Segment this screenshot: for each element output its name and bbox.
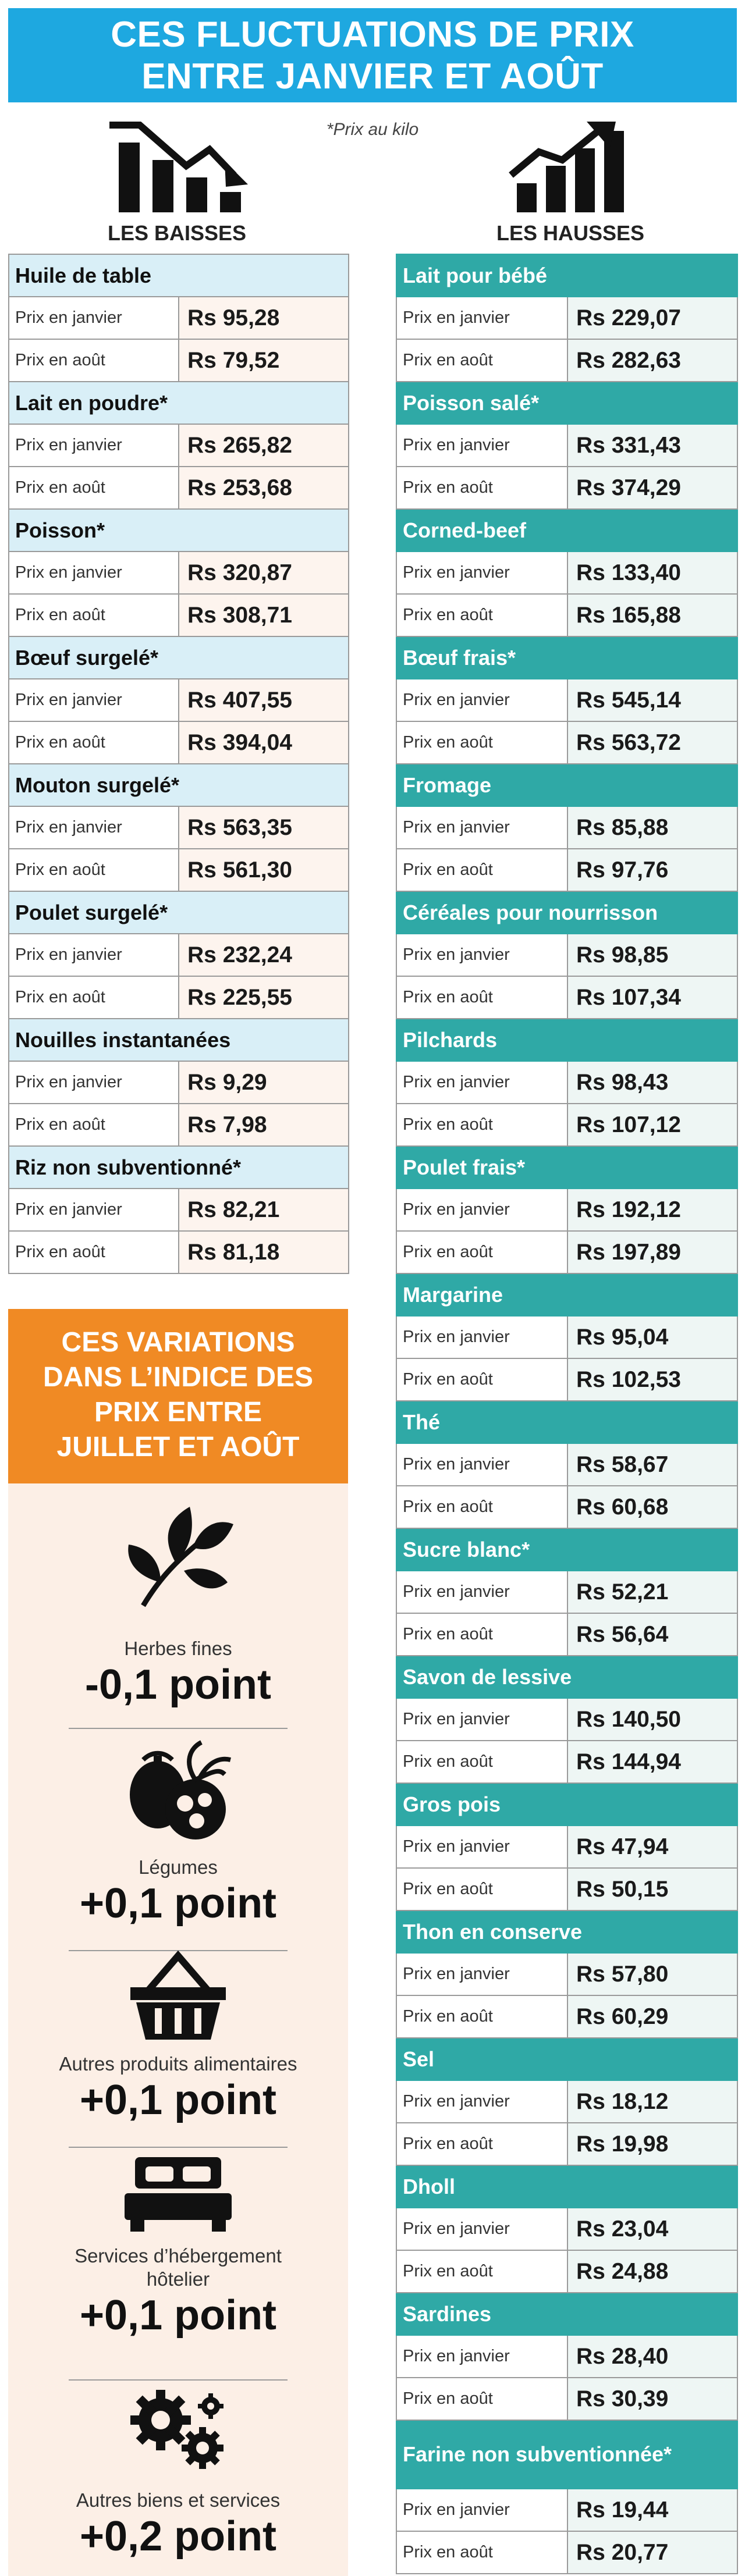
price-value: Rs 197,89 [567,1231,737,1273]
index-item-autres-produits [8,1949,348,2125]
price-label: Prix en août [396,2378,567,2420]
hausse-product-row [396,254,737,297]
price-label: Prix en janvier [396,1953,567,1995]
index-change: +0,1 point [79,1880,277,1927]
price-row-jan [396,2335,737,2378]
price-row-jan [9,424,349,467]
baisse-product-row [9,1146,349,1189]
hausse-product-row [396,1910,737,1953]
baisse-product-row [9,509,349,552]
price-row-aug [396,1741,737,1783]
price-value: Rs 9,29 [179,1061,349,1104]
price-label: Prix en août [396,2123,567,2165]
hausse-product-row [396,891,737,934]
product-name: Céréales pour nourrisson [396,891,737,934]
price-value: Rs 107,34 [567,976,737,1019]
product-name: Mouton surgelé* [9,764,349,806]
price-value: Rs 60,68 [567,1486,737,1528]
price-label: Prix en août [396,1231,567,1273]
price-value: Rs 229,07 [567,297,737,339]
hausse-product-row [396,1273,737,1316]
product-name: Pilchards [396,1019,737,1061]
product-name: Nouilles instantanées [9,1019,349,1061]
price-value: Rs 19,44 [567,2489,737,2531]
product-name: Poisson salé* [396,382,737,424]
price-row-aug [396,1613,737,1656]
chart-up-icon [505,119,627,215]
price-value: Rs 165,88 [567,594,737,636]
price-row-aug [396,1358,737,1401]
price-value: Rs 320,87 [179,552,349,594]
price-value: Rs 60,29 [567,1995,737,2038]
price-label: Prix en août [396,2531,567,2574]
baisses-title: LES BAISSES [107,221,247,245]
price-row-aug [396,849,737,891]
hausse-product-row [396,2293,737,2335]
price-value: Rs 561,30 [179,849,349,891]
index-item-herbes [8,1501,348,1709]
price-row-aug [9,849,349,891]
price-label: Prix en janvier [9,1189,179,1231]
price-label: Prix en janvier [9,806,179,849]
product-name: Fromage [396,764,737,806]
price-row-aug [396,1995,737,2038]
title-line-1: CES FLUCTUATIONS DE PRIX [111,15,634,55]
price-row-jan [396,1443,737,1486]
baisse-product-row [9,891,349,934]
price-value: Rs 563,35 [179,806,349,849]
price-label: Prix en janvier [396,424,567,467]
price-label: Prix en janvier [396,2208,567,2250]
price-value: Rs 232,24 [179,934,349,976]
baisse-product-row [9,1019,349,1061]
baisse-product-row [9,254,349,297]
price-value: Rs 85,88 [567,806,737,849]
index-item-legumes [8,1739,348,1928]
price-label: Prix en août [9,467,179,509]
price-label: Prix en janvier [396,1443,567,1486]
price-value: Rs 140,50 [567,1698,737,1741]
price-row-jan [9,679,349,721]
price-label: Prix en janvier [396,1189,567,1231]
price-value: Rs 407,55 [179,679,349,721]
price-row-jan [9,1061,349,1104]
baisse-product-row [9,764,349,806]
price-row-aug [396,1486,737,1528]
price-label: Prix en août [9,339,179,382]
price-row-jan [396,934,737,976]
price-label: Prix en janvier [396,1571,567,1613]
price-value: Rs 82,21 [179,1189,349,1231]
index-change: +0,2 point [79,2513,277,2560]
index-panel [8,1309,348,2576]
price-value: Rs 23,04 [567,2208,737,2250]
price-value: Rs 52,21 [567,1571,737,1613]
price-row-jan [396,1189,737,1231]
price-label: Prix en août [9,976,179,1019]
price-value: Rs 308,71 [179,594,349,636]
price-value: Rs 58,67 [567,1443,737,1486]
price-value: Rs 98,85 [567,934,737,976]
hausse-product-row [396,2420,737,2489]
product-name: Poulet surgelé* [9,891,349,934]
product-name: Poulet frais* [396,1146,737,1189]
price-value: Rs 56,64 [567,1613,737,1656]
price-label: Prix en janvier [396,1061,567,1104]
price-value: Rs 374,29 [567,467,737,509]
index-category-line2: hôtelier [146,2268,210,2290]
price-row-aug [9,467,349,509]
price-label: Prix en août [9,1104,179,1146]
price-row-jan [396,1953,737,1995]
price-value: Rs 394,04 [179,721,349,764]
chart-down-icon [105,119,250,215]
price-row-jan [9,806,349,849]
price-label: Prix en janvier [9,679,179,721]
price-label: Prix en janvier [396,806,567,849]
price-value: Rs 95,28 [179,297,349,339]
price-label: Prix en août [396,976,567,1019]
product-name: Farine non subventionnée* [396,2420,737,2489]
price-label: Prix en août [396,849,567,891]
product-name: Thé [396,1401,737,1443]
basket-icon [126,1949,230,2042]
product-name: Poisson* [9,509,349,552]
price-row-aug [396,1231,737,1273]
price-row-jan [9,552,349,594]
title-banner [8,8,737,102]
price-value: Rs 79,52 [179,339,349,382]
price-row-jan [396,1571,737,1613]
hausses-title: LES HAUSSES [496,221,645,245]
price-value: Rs 95,04 [567,1316,737,1358]
product-name: Lait en poudre* [9,382,349,424]
price-label: Prix en août [396,1358,567,1401]
price-value: Rs 81,18 [179,1231,349,1273]
price-label: Prix en août [9,849,179,891]
price-row-aug [9,1104,349,1146]
product-name: Sardines [396,2293,737,2335]
product-name: Corned-beef [396,509,737,552]
price-label: Prix en août [396,1613,567,1656]
hausse-product-row [396,1783,737,1826]
price-label: Prix en août [9,1231,179,1273]
price-row-jan [396,1316,737,1358]
product-name: Bœuf surgelé* [9,636,349,679]
price-value: Rs 57,80 [567,1953,737,1995]
product-name: Riz non subventionné* [9,1146,349,1189]
price-label: Prix en août [396,1868,567,1910]
hausse-product-row [396,2038,737,2080]
price-label: Prix en janvier [9,934,179,976]
price-row-jan [396,297,737,339]
price-row-jan [9,297,349,339]
hausse-product-row [396,1528,737,1571]
price-value: Rs 282,63 [567,339,737,382]
title-line-2: ENTRE JANVIER ET AOÛT [141,56,604,97]
index-category: Autres biens et services [76,2489,281,2511]
price-value: Rs 133,40 [567,552,737,594]
price-label: Prix en août [396,2250,567,2293]
price-label: Prix en août [396,339,567,382]
price-value: Rs 144,94 [567,1741,737,1783]
price-value: Rs 24,88 [567,2250,737,2293]
price-row-jan [396,2080,737,2123]
price-label: Prix en août [396,1104,567,1146]
price-value: Rs 192,12 [567,1189,737,1231]
price-value: Rs 18,12 [567,2080,737,2123]
price-row-jan [396,806,737,849]
hausse-product-row [396,764,737,806]
price-label: Prix en août [396,1486,567,1528]
price-row-jan [396,679,737,721]
product-name: Dholl [396,2165,737,2208]
price-row-jan [396,2208,737,2250]
price-row-aug [396,594,737,636]
leaf-icon [120,1501,236,1611]
product-name: Lait pour bébé [396,254,737,297]
price-label: Prix en août [396,594,567,636]
index-change: +0,1 point [79,2292,277,2339]
price-value: Rs 97,76 [567,849,737,891]
price-label: Prix en août [396,721,567,764]
price-value: Rs 253,68 [179,467,349,509]
price-value: Rs 331,43 [567,424,737,467]
price-label: Prix en janvier [9,552,179,594]
price-label: Prix en janvier [396,552,567,594]
index-category: Autres produits alimentaires [59,2053,297,2075]
price-row-aug [396,976,737,1019]
price-row-aug [396,2123,737,2165]
price-label: Prix en janvier [9,424,179,467]
price-label: Prix en août [396,1995,567,2038]
price-value: Rs 98,43 [567,1061,737,1104]
index-category: Herbes fines [124,1638,232,1659]
baisse-product-row [9,382,349,424]
divider [69,1728,288,1729]
price-label: Prix en janvier [396,934,567,976]
price-label: Prix en janvier [396,2080,567,2123]
price-value: Rs 19,98 [567,2123,737,2165]
index-item-hebergement [8,2152,348,2340]
price-row-aug [9,976,349,1019]
hausse-product-row [396,2165,737,2208]
index-change: +0,1 point [79,2077,277,2123]
vegetables-icon [120,1739,236,1844]
price-label: Prix en janvier [396,1316,567,1358]
price-row-jan [396,1061,737,1104]
price-row-aug [9,594,349,636]
product-name: Huile de table [9,254,349,297]
price-row-jan [396,424,737,467]
price-label: Prix en janvier [9,1061,179,1104]
product-name: Bœuf frais* [396,636,737,679]
product-name: Sel [396,2038,737,2080]
product-name: Sucre blanc* [396,1528,737,1571]
price-row-aug [396,467,737,509]
price-value: Rs 50,15 [567,1868,737,1910]
price-row-aug [9,339,349,382]
price-label: Prix en janvier [396,2335,567,2378]
index-category: Légumes [139,1856,218,1878]
price-value: Rs 28,40 [567,2335,737,2378]
hausse-product-row [396,382,737,424]
baisse-product-row [9,636,349,679]
product-name: Gros pois [396,1783,737,1826]
price-label: Prix en août [9,594,179,636]
index-panel-title: CES VARIATIONS DANS L’INDICE DES PRIX ENTRE JUILLET ET AOÛT [8,1309,348,1483]
price-row-jan [396,1826,737,1868]
price-row-aug [9,721,349,764]
hausse-product-row [396,1146,737,1189]
price-value: Rs 563,72 [567,721,737,764]
price-value: Rs 265,82 [179,424,349,467]
product-name: Margarine [396,1273,737,1316]
divider [69,2147,288,2148]
hausses-table [396,254,738,2574]
price-row-jan [9,1189,349,1231]
index-change: -0,1 point [85,1661,271,1708]
price-value: Rs 20,77 [567,2531,737,2574]
price-row-aug [396,339,737,382]
price-note: *Prix au kilo [326,120,419,139]
divider [69,2379,288,2381]
price-label: Prix en janvier [396,1826,567,1868]
hausse-product-row [396,636,737,679]
price-row-aug [396,2531,737,2574]
price-label: Prix en août [9,721,179,764]
price-value: Rs 545,14 [567,679,737,721]
price-value: Rs 47,94 [567,1826,737,1868]
hausse-product-row [396,1656,737,1698]
product-name: Savon de lessive [396,1656,737,1698]
price-value: Rs 7,98 [179,1104,349,1146]
price-label: Prix en janvier [396,1698,567,1741]
price-row-jan [9,934,349,976]
price-row-jan [396,552,737,594]
bed-icon [120,2152,236,2234]
price-value: Rs 225,55 [179,976,349,1019]
price-label: Prix en août [396,467,567,509]
index-category: Services d’hébergement [74,2245,282,2267]
price-value: Rs 30,39 [567,2378,737,2420]
price-label: Prix en août [396,1741,567,1783]
price-row-aug [9,1231,349,1273]
hausse-product-row [396,1401,737,1443]
price-row-aug [396,1104,737,1146]
price-row-jan [396,2489,737,2531]
baisses-table [8,254,349,1274]
price-value: Rs 107,12 [567,1104,737,1146]
price-label: Prix en janvier [396,2489,567,2531]
price-row-aug [396,1868,737,1910]
hausse-product-row [396,509,737,552]
hausse-product-row [396,1019,737,1061]
index-item-autres-biens [8,2385,348,2561]
price-label: Prix en janvier [396,679,567,721]
price-row-aug [396,2250,737,2293]
price-row-jan [396,1698,737,1741]
product-name: Thon en conserve [396,1910,737,1953]
price-label: Prix en janvier [9,297,179,339]
gears-icon [126,2385,230,2478]
price-row-aug [396,2378,737,2420]
price-label: Prix en janvier [396,297,567,339]
price-value: Rs 102,53 [567,1358,737,1401]
price-row-aug [396,721,737,764]
